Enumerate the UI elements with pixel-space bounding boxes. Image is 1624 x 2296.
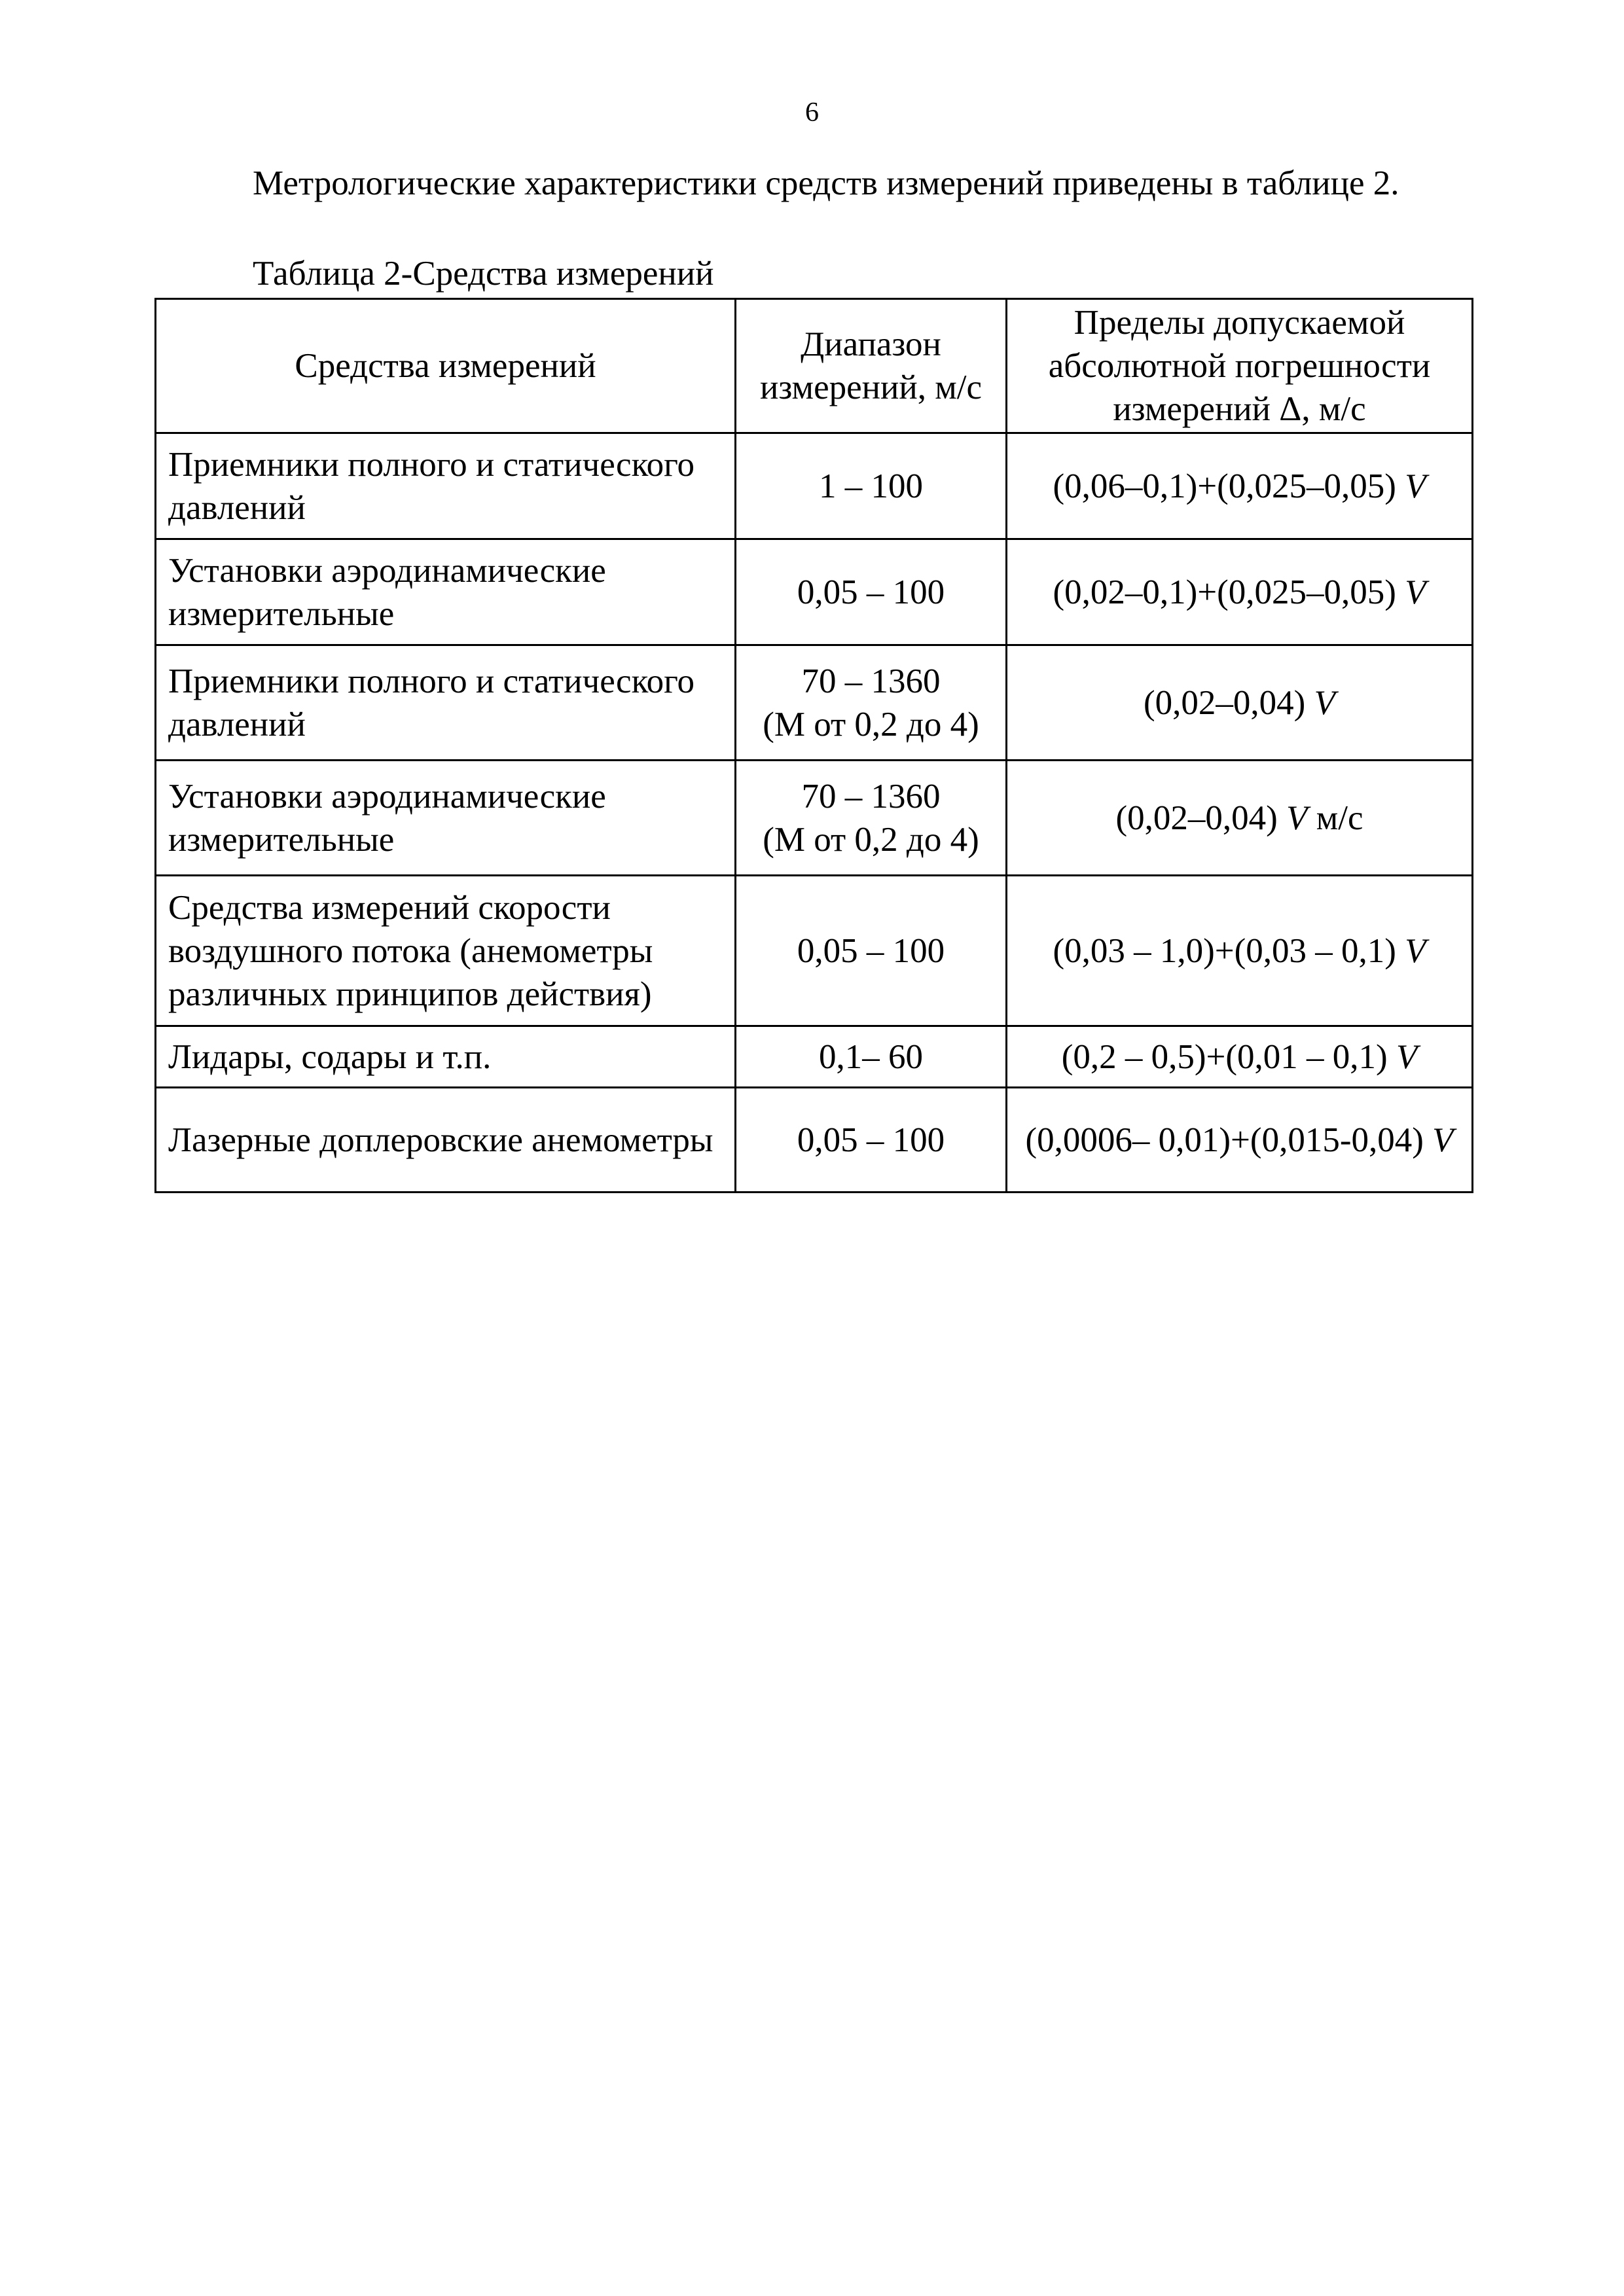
range-value: 70 – 1360 xyxy=(801,662,941,700)
range-value: 1 – 100 xyxy=(819,467,923,505)
table-row xyxy=(156,1026,1473,1088)
table-row xyxy=(156,761,1473,876)
velocity-symbol: V xyxy=(1314,683,1335,722)
cell-instrument-name: Установки аэродинамические измерительные xyxy=(156,761,736,876)
velocity-symbol: V xyxy=(1405,931,1426,970)
page-number: 6 xyxy=(805,98,819,128)
cell-error xyxy=(1007,1088,1473,1193)
cell-error xyxy=(1007,761,1473,876)
error-value: (0,02–0,1)+(0,025–0,05) xyxy=(1053,573,1396,611)
velocity-symbol: V xyxy=(1405,573,1426,611)
error-value: (0,03 – 1,0)+(0,03 – 0,1) xyxy=(1053,931,1396,970)
range-mach-note: (М от 0,2 до 4) xyxy=(763,705,979,744)
cell-error xyxy=(1007,645,1473,761)
cell-range xyxy=(736,539,1007,645)
error-value: (0,0006– 0,01)+(0,015-0,04) xyxy=(1025,1121,1424,1159)
cell-range xyxy=(736,1088,1007,1193)
table-caption: Таблица 2-Средства измерений xyxy=(253,255,714,293)
range-mach-note: (М от 0,2 до 4) xyxy=(763,820,979,859)
header-instruments: Средства измерений xyxy=(156,299,736,433)
cell-error xyxy=(1007,433,1473,539)
cell-range xyxy=(736,1026,1007,1088)
cell-range xyxy=(736,433,1007,539)
error-value: (0,06–0,1)+(0,025–0,05) xyxy=(1053,467,1396,505)
range-value: 0,05 – 100 xyxy=(797,1121,945,1159)
table-row xyxy=(156,876,1473,1026)
header-range: Диапазон измерений, м/с xyxy=(736,299,1007,433)
table-row xyxy=(156,645,1473,761)
intro-text: Метрологические характеристики средств измерений приведены в таблице 2. xyxy=(253,164,1399,202)
error-value: (0,2 – 0,5)+(0,01 – 0,1) xyxy=(1061,1037,1388,1076)
table-row xyxy=(156,539,1473,645)
cell-error xyxy=(1007,876,1473,1026)
cell-instrument-name: Установки аэродинамические измерительные xyxy=(156,539,736,645)
error-value: (0,02–0,04) xyxy=(1144,683,1306,722)
cell-instrument-name: Лазерные доплеровские анемометры xyxy=(156,1088,736,1193)
range-value: 0,05 – 100 xyxy=(797,573,945,611)
cell-instrument-name: Средства измерений скорости воздушного потока (анемометры различных принципов действия) xyxy=(156,876,736,1026)
error-value: (0,02–0,04) xyxy=(1115,798,1278,837)
cell-range xyxy=(736,761,1007,876)
velocity-symbol: V xyxy=(1432,1121,1454,1159)
range-value: 0,1– 60 xyxy=(819,1037,923,1076)
table-row xyxy=(156,433,1473,539)
cell-instrument-name: Приемники полного и статического давлений xyxy=(156,645,736,761)
table-row xyxy=(156,1088,1473,1193)
cell-range xyxy=(736,645,1007,761)
instruments-table xyxy=(154,298,1473,1193)
velocity-symbol: V xyxy=(1286,798,1308,837)
error-unit: м/с xyxy=(1316,798,1363,837)
intro-paragraph xyxy=(154,162,1471,204)
cell-error xyxy=(1007,1026,1473,1088)
velocity-symbol: V xyxy=(1396,1037,1418,1076)
range-value: 0,05 – 100 xyxy=(797,931,945,970)
cell-range xyxy=(736,876,1007,1026)
velocity-symbol: V xyxy=(1405,467,1426,505)
header-error: Пределы допускаемой абсолютной погрешности измерений Δ, м/с xyxy=(1007,299,1473,433)
range-value: 70 – 1360 xyxy=(801,777,941,816)
table-header-row xyxy=(156,299,1473,433)
cell-error xyxy=(1007,539,1473,645)
cell-instrument-name: Лидары, содары и т.п. xyxy=(156,1026,736,1088)
cell-instrument-name: Приемники полного и статического давлений xyxy=(156,433,736,539)
